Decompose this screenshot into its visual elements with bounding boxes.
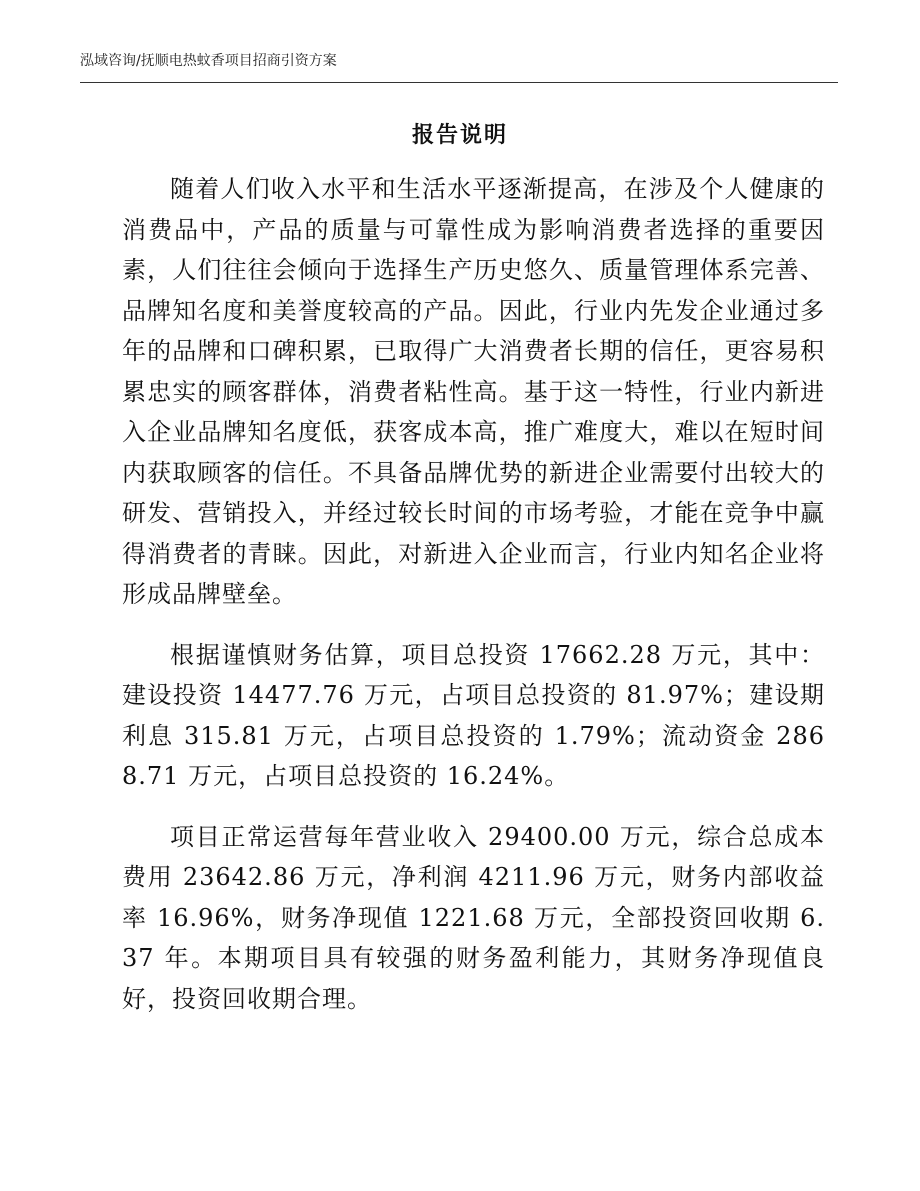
paragraph-investment-estimate: 根据谨慎财务估算，项目总投资 17662.28 万元，其中：建设投资 14477.76 万元，占项目总投资的 81.97%；建设期利息 315.81 万元，占项目总投资的 1.79%；流动资金 2868.71 万元，占项目总投资的 16.24%。 xyxy=(122,640,825,790)
paragraph-financial-returns: 项目正常运营每年营业收入 29400.00 万元，综合总成本费用 23642.86 万元，净利润 4211.96 万元，财务内部收益率 16.96%，财务净现值 1221.68 万元，全部投资回收期 6.37 年。本期项目具有较强的财务盈利能力，其财务净现值良好，投资回收期合理。 xyxy=(122,822,825,1013)
running-header: 泓域咨询/抚顺电热蚊香项目招商引资方案 xyxy=(80,53,337,69)
page-title: 报告说明 xyxy=(411,122,508,148)
document-body xyxy=(122,169,825,1019)
paragraph-market-barrier: 随着人们收入水平和生活水平逐渐提高，在涉及个人健康的消费品中，产品的质量与可靠性成为影响消费者选择的重要因素，人们往往会倾向于选择生产历史悠久、质量管理体系完善、品牌知名度和美誉度较高的产品。因此，行业内先发企业通过多年的品牌和口碑积累，已取得广大消费者长期的信任，更容易积累忠实的顾客群体，消费者粘性高。基于这一特性，行业内新进入企业品牌知名度低，获客成本高，推广难度大，难以在短时间内获取顾客的信任。不具备品牌优势的新进企业需要付出较大的研发、营销投入，并经过较长时间的市场考验，才能在竞争中赢得消费者的青睐。因此，对新进入企业而言，行业内知名企业将形成品牌壁垒。 xyxy=(122,175,825,608)
header-divider xyxy=(80,82,838,83)
